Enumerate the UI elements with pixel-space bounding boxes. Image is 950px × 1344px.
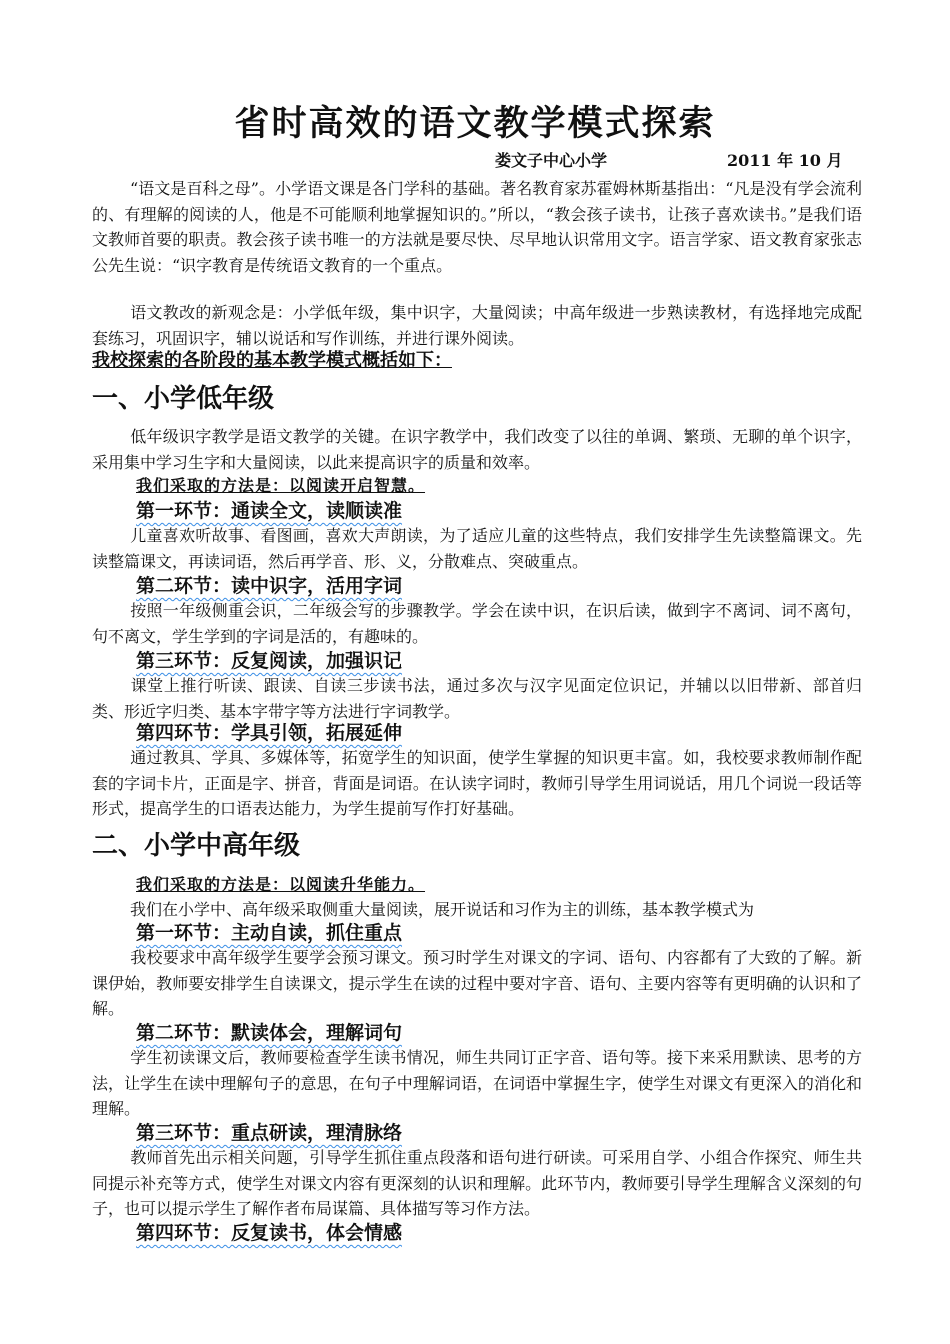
section1-method: 我们采取的方法是：以阅读开启智慧。 bbox=[136, 476, 426, 495]
section2-step-1-title: 第一环节：主动自读，抓住重点 bbox=[136, 922, 403, 944]
intro-paragraph-1: “语文是百科之母”。小学语文课是各门学科的基础。著名教育家苏霍姆林斯基指出：“凡是没有学会流利的、有理解的阅读的人，他是不可能顺利地掌握知识的。”所以，“教会孩子读书，让孩子喜欢读书。”是我们语文教师首要的职责。教会孩子读书唯一的方法就是要尽快、尽早地认识常用文字。语言学家、语文教育家张志公先生说：“识字教育是传统语文教育的一个重点。 bbox=[92, 179, 862, 275]
section2-step-3-text: 教师首先出示相关问题，引导学生抓住重点段落和语句进行研读。可采用自学、小组合作探究、师生共同提示补充等方式，使学生对课文内容有更深刻的认识和理解。此环节内，教师要引导学生理解含义深刻的句子，也可以提示学生了解作者布局谋篇、具体描写等习作方法。 bbox=[92, 1148, 862, 1218]
section1-step-1-title: 第一环节：通读全文，读顺读准 bbox=[136, 500, 403, 522]
section1-step-3-text: 课堂上推行听读、跟读、自读三步读书法，通过多次与汉字见面定位识记，并辅以以旧带新、部首归类、形近字归类、基本字带字等方法进行字词教学。 bbox=[92, 676, 862, 721]
section2-step-3-title: 第三环节：重点研读，理清脉络 bbox=[136, 1122, 403, 1144]
intro-paragraph-2: 语文教改的新观念是：小学低年级，集中识字，大量阅读；中高年级进一步熟读教材，有选择地完成配套练习，巩固识字，辅以说话和写作训练，并进行课外阅读。 bbox=[92, 303, 862, 348]
section2-intro: 我们在小学中、高年级采取侧重大量阅读，展开说话和习作为主的训练，基本教学模式为 bbox=[130, 900, 755, 919]
byline bbox=[495, 150, 843, 172]
document-date: 2011 年 10 月 bbox=[727, 151, 843, 170]
section2-step-4-title: 第四环节：反复读书，体会情感 bbox=[136, 1222, 403, 1244]
section1-intro: 低年级识字教学是语文教学的关键。在识字教学中，我们改变了以往的单调、繁琐、无聊的单个识字，采用集中学习生字和大量阅读，以此来提高识字的质量和效率。 bbox=[92, 427, 862, 472]
section1-step-4-title: 第四环节：学具引领，拓展延伸 bbox=[136, 722, 403, 744]
section1-step-4-text: 通过教具、学具、多媒体等，拓宽学生的知识面，使学生掌握的知识更丰富。如，我校要求教师制作配套的字词卡片，正面是字、拼音，背面是词语。在认读字词时，教师引导学生用词说话，用几个词说一段话等形式，提高学生的口语表达能力，为学生提前写作打好基础。 bbox=[92, 748, 862, 818]
school-name: 娄文子中心小学 bbox=[495, 151, 608, 170]
section-heading-primary-upper: 二、小学中高年级 bbox=[92, 831, 301, 861]
document-title: 省时高效的语文教学模式探索 bbox=[234, 103, 716, 144]
section2-step-2-title: 第二环节：默读体会，理解词句 bbox=[136, 1022, 403, 1044]
section2-method: 我们采取的方法是：以阅读升华能力。 bbox=[136, 875, 426, 894]
section1-step-3-title: 第三环节：反复阅读，加强识记 bbox=[136, 650, 403, 672]
section2-step-2-text: 学生初读课文后，教师要检查学生读书情况，师生共同订正字音、语句等。接下来采用默读、思考的方法，让学生在读中理解句子的意思，在句子中理解词语，在词语中掌握生字，使学生对课文有更深入的消化和理解。 bbox=[92, 1048, 862, 1118]
section-heading-primary-lower: 一、小学低年级 bbox=[92, 384, 275, 414]
section1-step-1-text: 儿童喜欢听故事、看图画，喜欢大声朗读，为了适应儿童的这些特点，我们安排学生先读整篇课文。先读整篇课文，再读词语，然后再学音、形、义，分散难点、突破重点。 bbox=[92, 526, 862, 571]
section1-step-2-title: 第二环节：读中识字，活用字词 bbox=[136, 575, 403, 597]
summary-heading: 我校探索的各阶段的基本教学模式概括如下： bbox=[92, 350, 452, 371]
section2-step-1-text: 我校要求中高年级学生要学会预习课文。预习时学生对课文的字词、语句、内容都有了大致的了解。新课伊始，教师要安排学生自读课文，提示学生在读的过程中要对字音、语句、主要内容等有更明确的认识和了解。 bbox=[92, 948, 862, 1018]
section1-step-2-text: 按照一年级侧重会识，二年级会写的步骤教学。学会在读中识，在识后读，做到字不离词、词不离句，句不离文，学生学到的字词是活的，有趣味的。 bbox=[92, 601, 862, 646]
